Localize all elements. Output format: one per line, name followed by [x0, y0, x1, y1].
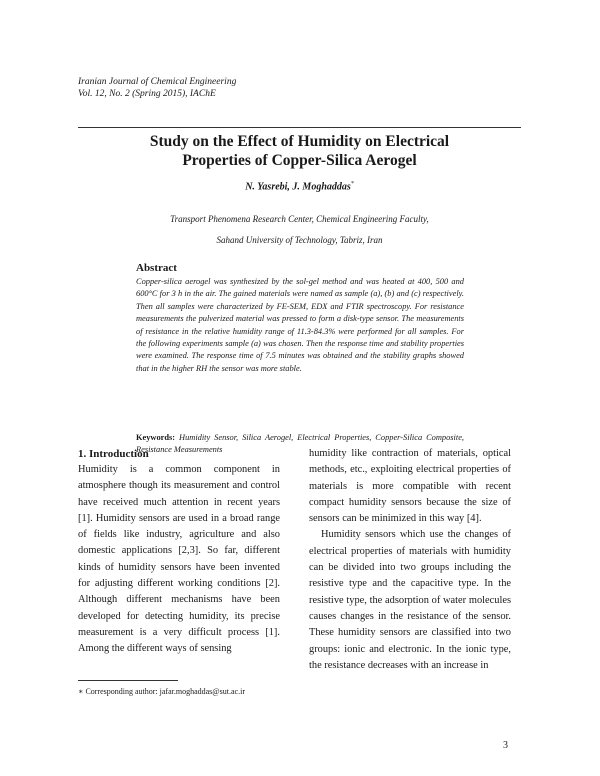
keywords-label: Keywords: — [136, 433, 176, 442]
affiliation-line-2: Sahand University of Technology, Tabriz, Iran — [216, 235, 383, 245]
title-line-2: Properties of Copper-Silica Aerogel — [182, 152, 417, 169]
section-heading-introduction: 1. Introduction — [78, 448, 149, 460]
right-column — [309, 446, 511, 674]
intro-paragraph-1: Humidity is a common component in atmosphere though its measurement and control have received much attention in recent years [1]. Humidity sensors are used in a broad range of fields like industry, agriculture and also domestic applications [2,3]. So far, different kinds of humidity sensors have been invented for adjusting different working conditions [2]. Although different mechanisms have been developed for detecting humidity, its precise measurement is a very difficult process [1]. Among the different ways of sensing — [78, 464, 280, 655]
journal-name: Iranian Journal of Chemical Engineering — [78, 77, 237, 87]
intro-paragraph-1-continued: humidity like contraction of materials, optical methods, etc., exploiting electrical properties of materials is more compatible with recent compact humidity sensors because the size of sensors can be minimized in this way [4]. — [309, 448, 511, 525]
journal-header — [78, 76, 236, 100]
paper-title — [78, 132, 521, 170]
affiliation-line-1: Transport Phenomena Research Center, Chemical Engineering Faculty, — [170, 214, 429, 224]
abstract-heading: Abstract — [136, 262, 177, 274]
footnote-corresponding-author: ∗ Corresponding author: jafar.moghaddas@sut.ac.ir — [78, 687, 245, 696]
intro-paragraph-2: Humidity sensors which use the changes of electrical properties of materials with humidity can be divided into two groups including the resistive type and the capacitive type. In the resistive type, the adsorption of water molecules causes changes in the resistance of the sensor. These humidity sensors are classified into two groups: ionic and electronic. In the ionic type, the resistance decreases with an increase in — [309, 529, 511, 671]
journal-issue: Vol. 12, No. 2 (Spring 2015), IAChE — [78, 89, 216, 99]
left-column — [78, 446, 280, 658]
authors — [78, 181, 521, 192]
footnote-rule — [78, 680, 178, 681]
page-number: 3 — [503, 740, 508, 751]
title-line-1: Study on the Effect of Humidity on Electrical — [149, 133, 450, 150]
author-names: N. Yasrebi, J. Moghaddas — [245, 181, 351, 193]
abstract-text: Copper-silica aerogel was synthesized by the sol-gel method and was heated at 400, 500 and 600°C for 3 h in the air. The gained materials were named as sample (a), (b) and (c) respectively. Then all samples were characterized by FE-SEM, EDX and FTIR spectroscopy. For resistance measurements the pulverized material was pressed to form a disk-type sensor. The measurements of resistance in the relative humidity range of 11.3-84.3% were performed for all samples. For the following experiments sample (a) was chosen. Then the response time and stability properties were examined. The response time of 7.5 minutes was obtained and the stability graphs showed that in the higher RH the sensor was more stable. — [136, 277, 464, 373]
header-rule — [78, 127, 521, 128]
corresponding-mark: * — [350, 181, 354, 187]
keywords-text: Humidity Sensor, Silica Aerogel, Electrical Properties, Copper-Silica Composite, Resistance Measurements — [136, 433, 465, 455]
